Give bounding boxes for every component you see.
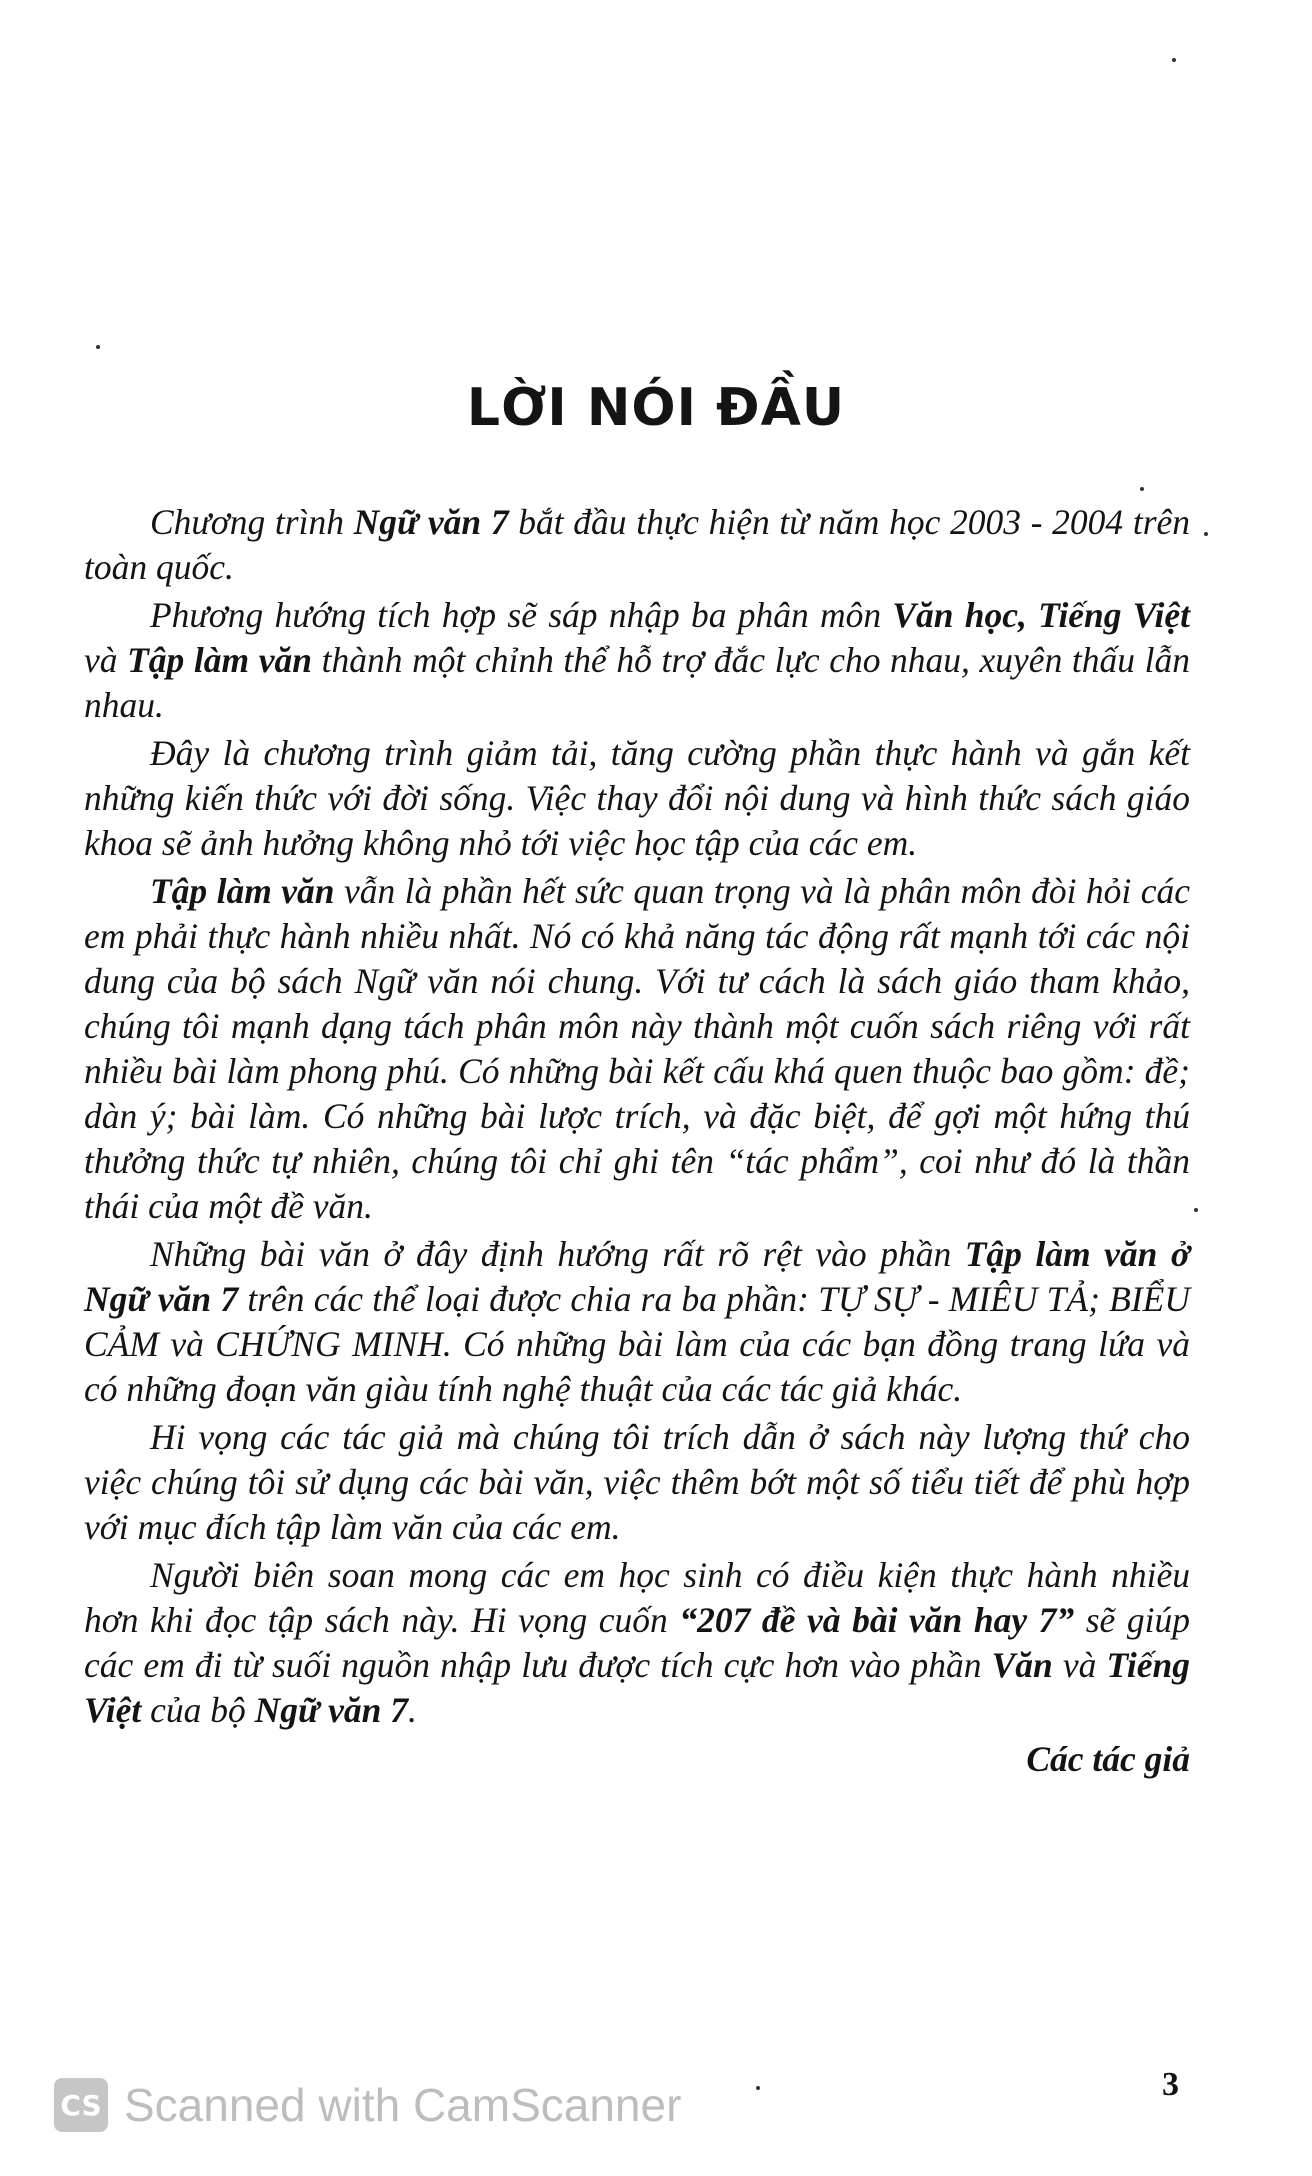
watermark-text: Scanned with CamScanner xyxy=(124,2079,682,2131)
scan-speck xyxy=(96,345,100,349)
page-number: 3 xyxy=(1162,2066,1179,2103)
paragraph-3: Đây là chương trình giảm tải, tăng cường phần thực hành và gắn kết những kiến thức với đời sống. Việc thay đổi nội dung và hình thức sách giáo khoa sẽ ảnh hưởng không nhỏ tới việc học tập của các em. xyxy=(84,733,1190,863)
paragraph-6: Hi vọng các tác giả mà chúng tôi trích dẫn ở sách này lượng thứ cho việc chúng tôi sử dụng các bài văn, việc thêm bớt một số tiểu tiết để phù hợp với mục đích tập làm văn của các em. xyxy=(84,1417,1190,1547)
paragraph-1: Chương trình Ngữ văn 7 bắt đầu thực hiện từ năm học 2003 - 2004 trên toàn quốc. xyxy=(84,502,1191,587)
scan-speck xyxy=(1204,532,1208,536)
signature: Các tác giả xyxy=(1026,1739,1190,1779)
camscanner-watermark xyxy=(54,2078,681,2132)
scan-speck xyxy=(1194,1208,1198,1212)
scan-speck xyxy=(1140,487,1144,491)
preface-body xyxy=(84,500,1190,1785)
paragraph-4: Tập làm văn vẫn là phần hết sức quan trọng và là phân môn đòi hỏi các em phải thực hành nhiều nhất. Nó có khả năng tác động rất mạnh tới các nội dung của bộ sách Ngữ văn nói chung. Với tư cách là sách giáo tham khảo, chúng tôi mạnh dạng tách phân môn này thành một cuốn sách riêng với rất nhiều bài làm phong phú. Có những bài kết cấu khá quen thuộc bao gồm: đề; dàn ý; bài làm. Có những bài lược trích, và đặc biệt, để gợi một hứng thú thưởng thức tự nhiên, chúng tôi chỉ ghi tên “tác phẩm”, coi như đó là thần thái của một đề văn. xyxy=(84,871,1190,1226)
paragraph-2: Phương hướng tích hợp sẽ sáp nhập ba phân môn Văn học, Tiếng Việt và Tập làm văn thành một chỉnh thể hỗ trợ đắc lực cho nhau, xuyên thấu lẫn nhau. xyxy=(84,595,1191,725)
page-title: LỜI NÓI ĐẦU xyxy=(466,378,846,438)
scan-speck xyxy=(1172,58,1176,62)
paragraph-5: Những bài văn ở đây định hướng rất rõ rệt vào phần Tập làm văn ở Ngữ văn 7 trên các thể loại được chia ra ba phần: TỰ SỰ - MIÊU TẢ; BIỂU CẢM và CHỨNG MINH. Có những bài làm của các bạn đồng trang lứa và có những đoạn văn giàu tính nghệ thuật của các tác giả khác. xyxy=(84,1234,1190,1409)
scan-speck xyxy=(756,2086,760,2090)
paragraph-7: Người biên soan mong các em học sinh có điều kiện thực hành nhiều hơn khi đọc tập sách này. Hi vọng cuốn “207 đề và bài văn hay 7” sẽ giúp các em đi từ suối nguồn nhập lưu được tích cực hơn vào phần Văn và Tiếng Việt của bộ Ngữ văn 7. xyxy=(84,1555,1190,1730)
camscanner-logo-icon: CS xyxy=(54,2078,108,2132)
